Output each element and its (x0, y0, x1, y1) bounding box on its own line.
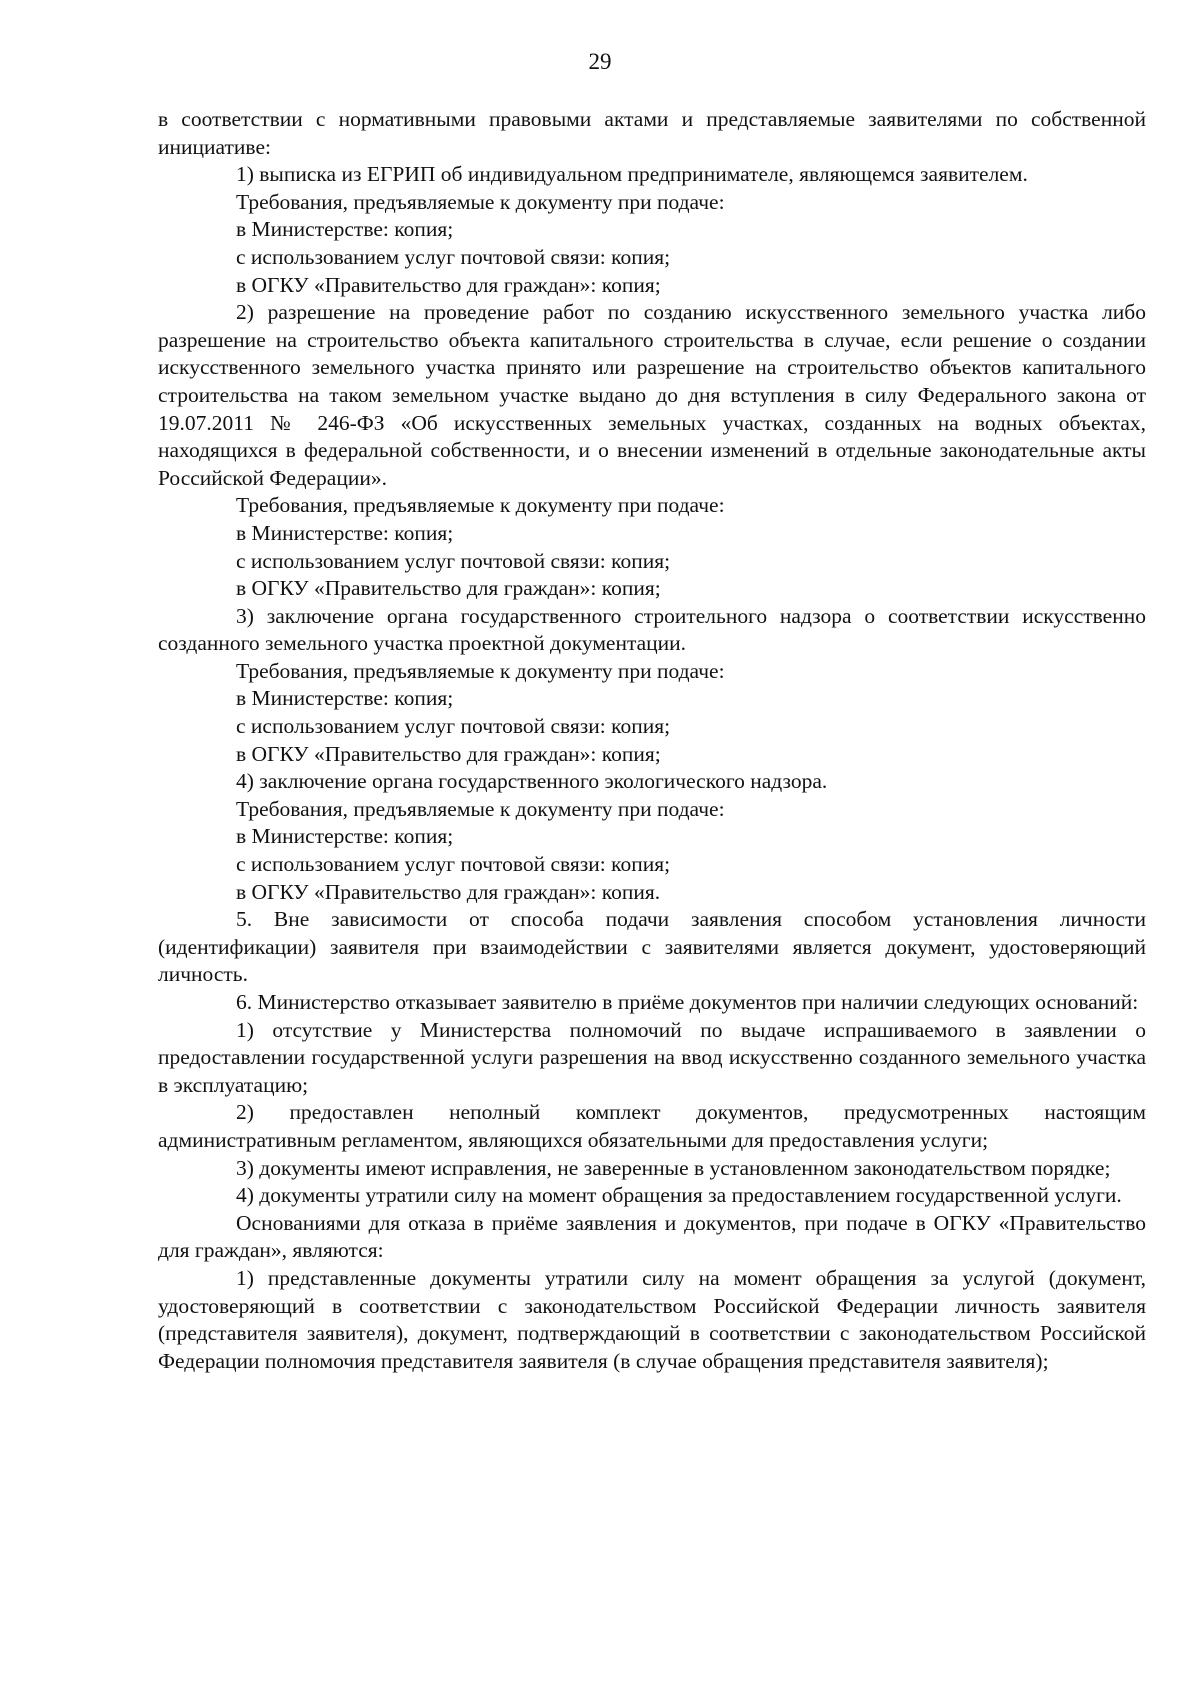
paragraph: в Министерстве: копия; (236, 824, 454, 849)
page-number: 29 (588, 49, 612, 74)
paragraph: 3) заключение органа государственного строительного надзора о соответствии искусственно созданного земельного участка проектной документации. (158, 603, 1146, 656)
paragraph: Требования, предъявляемые к документу при подаче: (236, 658, 725, 683)
paragraph: в Министерстве: копия; (236, 217, 454, 242)
paragraph: 1) отсутствие у Министерства полномочий по выдаче испрашиваемого в заявлении о предоставлении государственной услуги разрешения на ввод искусственно созданного земельного участка в эксплуатацию; (158, 1017, 1146, 1097)
paragraph: с использованием услуг почтовой связи: копия; (236, 852, 671, 877)
paragraph: 5. Вне зависимости от способа подачи заявления способом установления личности (идентификации) заявителя при взаимодействии с заявителями является документ, удостоверяющий личность. (158, 907, 1146, 987)
paragraph: в ОГКУ «Правительство для граждан»: копия; (236, 576, 661, 601)
paragraph: 6. Министерство отказывает заявителю в приёме документов при наличии следующих оснований: (236, 990, 1139, 1014)
paragraph: 2) разрешение на проведение работ по созданию искусственного земельного участка либо разрешение на строительство объекта капитального строительства в случае, если решение о создании искусственного земельного участка принято или разрешение на строительство объектов капитального строительства на таком земельном участке выдано до дня вступления в силу Федерального закона от 19.07.2011 № 246-ФЗ «Об искусственных земельных участках, созданных на водных объектах, находящихся в федеральной собственности, и о внесении изменений в отдельные законодательные акты Российской Федерации». (158, 300, 1146, 490)
paragraph: с использованием услуг почтовой связи: копия; (236, 548, 671, 573)
paragraph: Требования, предъявляемые к документу при подаче: (236, 796, 725, 821)
paragraph: Требования, предъявляемые к документу при подаче: (236, 493, 725, 518)
paragraph: 1) выписка из ЕГРИП об индивидуальном предпринимателе, являющемся заявителем. (236, 162, 1028, 187)
paragraph: 4) заключение органа государственного экологического надзора. (236, 769, 828, 794)
paragraph: с использованием услуг почтовой связи: копия; (236, 714, 671, 739)
paragraph: в ОГКУ «Правительство для граждан»: копия; (236, 741, 661, 766)
document-body (158, 106, 1146, 1375)
paragraph: 2) предоставлен неполный комплект документов, предусмотренных настоящим административным регламентом, являющихся обязательными для предоставления услуги; (158, 1100, 1146, 1152)
paragraph: в ОГКУ «Правительство для граждан»: копия. (236, 879, 661, 904)
paragraph: в Министерстве: копия; (236, 520, 454, 545)
paragraph: в ОГКУ «Правительство для граждан»: копия; (236, 272, 661, 297)
paragraph: в соответствии с нормативными правовыми актами и представляемые заявителями по собственной инициативе: (158, 107, 1146, 159)
paragraph: с использованием услуг почтовой связи: копия; (236, 244, 671, 269)
paragraph: в Министерстве: копия; (236, 686, 454, 711)
paragraph: 1) представленные документы утратили силу на момент обращения за услугой (документ, удостоверяющий в соответствии с законодательством Российской Федерации личность заявителя (представителя заявителя), документ, подтверждающий в соответствии с законодательством Российской Федерации полномочия представителя заявителя (в случае обращения представителя заявителя); (158, 1265, 1146, 1373)
paragraph: 3) документы имеют исправления, не заверенные в установленном законодательством порядке; (236, 1155, 1111, 1180)
paragraph: Требования, предъявляемые к документу при подаче: (236, 189, 725, 214)
paragraph: Основаниями для отказа в приёме заявления и документов, при подаче в ОГКУ «Правительство для граждан», являются: (158, 1210, 1146, 1263)
paragraph: 4) документы утратили силу на момент обращения за предоставлением государственной услуги. (236, 1183, 1122, 1208)
